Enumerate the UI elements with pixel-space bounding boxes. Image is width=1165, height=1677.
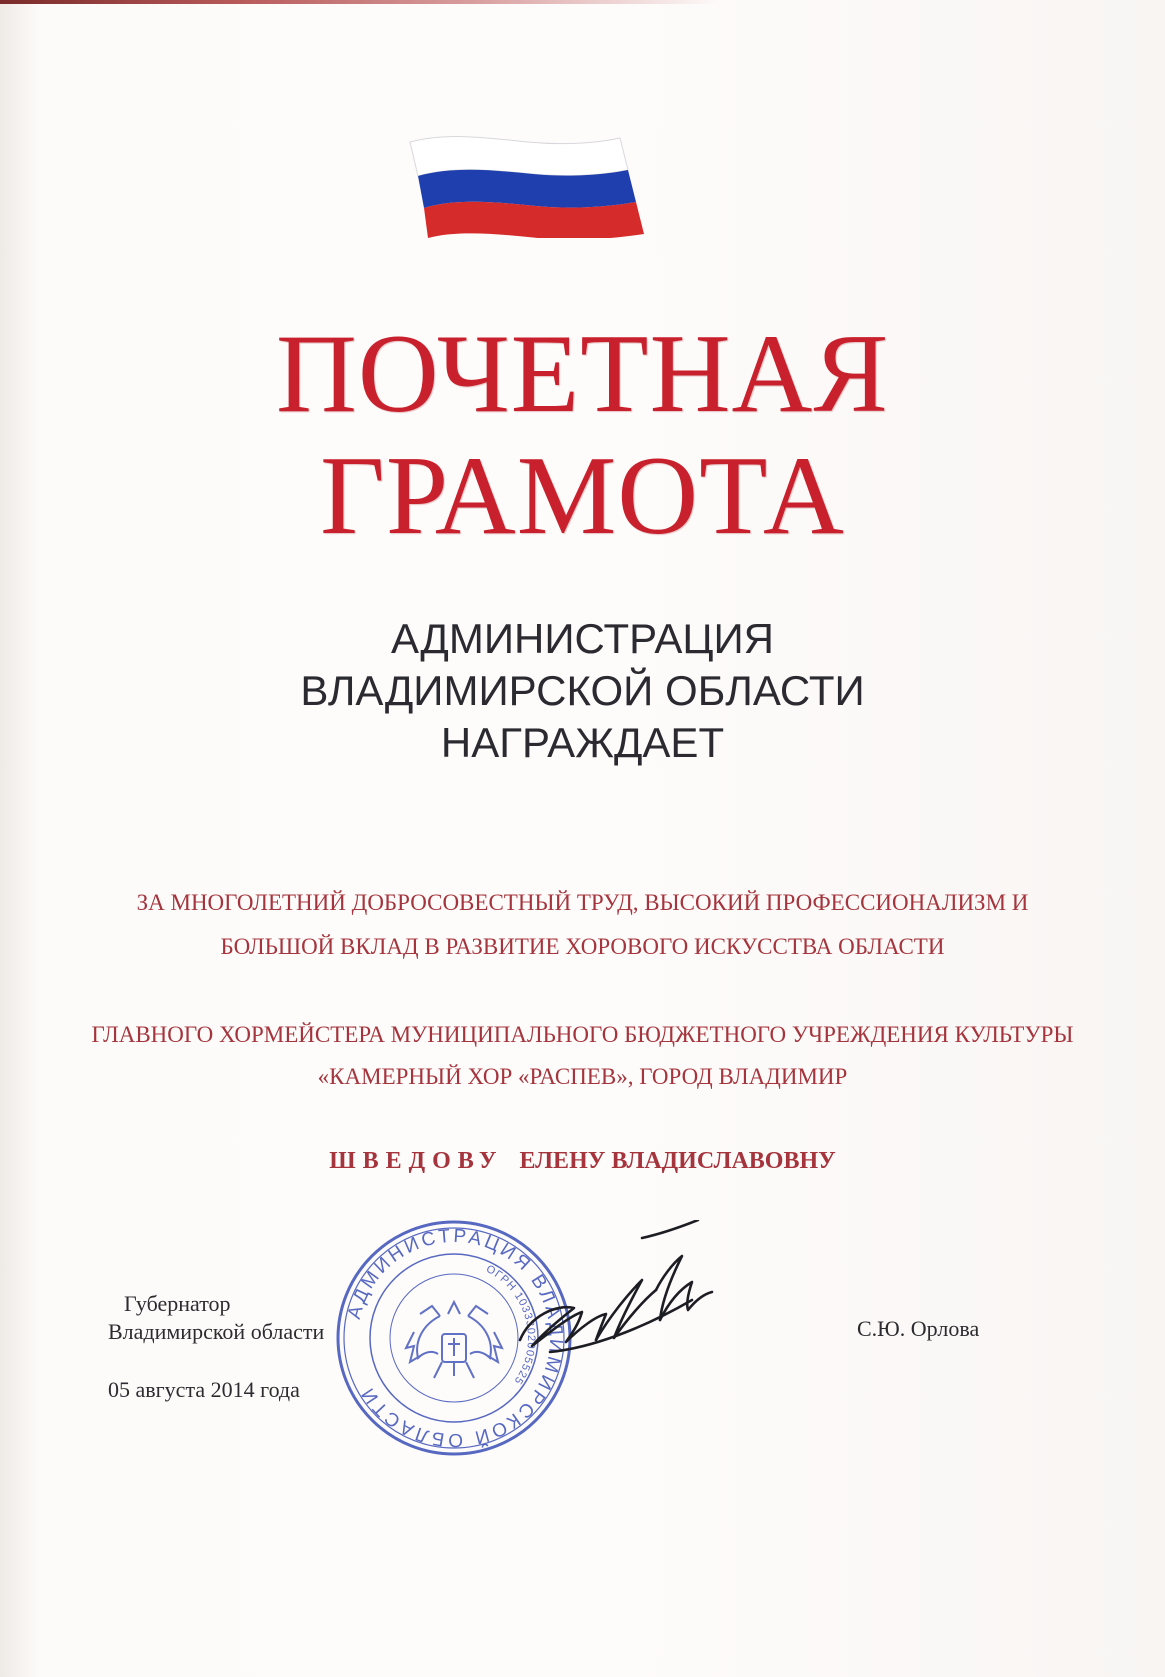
position-line-1: ГЛАВНОГО ХОРМЕЙСТЕРА МУНИЦИПАЛЬНОГО БЮДЖЕТНОГО УЧРЕЖДЕНИЯ КУЛЬТУРЫ: [91, 1022, 1074, 1047]
issue-date: 05 августа 2014 года: [108, 1377, 300, 1402]
reason-line-2: БОЛЬШОЙ ВКЛАД В РАЗВИТИЕ ХОРОВОГО ИСКУССТВА ОБЛАСТИ: [220, 934, 945, 959]
issuer-line-3: НАГРАЖДАЕТ: [440, 719, 725, 766]
recipient-given-names: ЕЛЕНУ ВЛАДИСЛАВОВНУ: [519, 1148, 836, 1174]
recipient-name: [0, 1146, 1165, 1176]
title-line-1: ПОЧЕТНАЯ: [275, 312, 890, 436]
russian-flag-icon: [408, 132, 648, 238]
issuer-line-2: ВЛАДИМИРСКОЙ ОБЛАСТИ: [300, 667, 865, 714]
title-line-2: ГРАМОТА: [320, 434, 845, 558]
handwritten-signature-icon: [510, 1220, 755, 1390]
seal-outer-text: АДМИНИСТРАЦИЯ ВЛАДИМИРСКОЙ ОБЛАСТИ: [343, 1225, 567, 1451]
signer-role-line-2: Владимирской области: [108, 1319, 325, 1344]
reason-line-1: ЗА МНОГОЛЕТНИЙ ДОБРОСОВЕСТНЫЙ ТРУД, ВЫСОКИЙ ПРОФЕССИОНАЛИЗМ И: [136, 890, 1029, 915]
recipient-surname: ШВЕДОВУ: [329, 1148, 504, 1174]
issuer-line-1: АДМИНИСТРАЦИЯ: [391, 615, 774, 662]
signer-role-line-1: Губернатор: [124, 1291, 231, 1316]
signer-name: С.Ю. Орлова: [857, 1316, 980, 1341]
seal-ogrn-text: ОГРН 1033302005525: [484, 1263, 538, 1387]
position-line-2: «КАМЕРНЫЙ ХОР «РАСПЕВ», ГОРОД ВЛАДИМИР: [317, 1064, 848, 1089]
top-border: [0, 0, 720, 4]
